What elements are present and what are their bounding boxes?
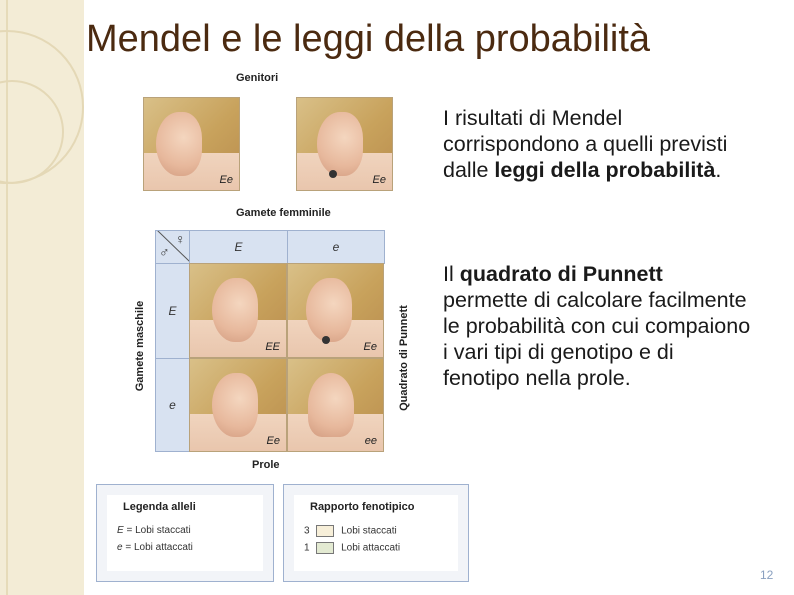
ratio-meaning: Lobi staccati (341, 525, 397, 537)
parents-label: Genitori (236, 72, 279, 84)
offspring-ear-image (189, 263, 287, 358)
paragraph-text: Il (443, 262, 460, 286)
column-header: E (189, 230, 288, 264)
parent-genotype: Ee (372, 174, 386, 186)
parent-ear-image (143, 97, 240, 191)
allele-legend-title: Legenda alleli (123, 501, 196, 513)
emphasis-text: leggi della probabilità (494, 158, 716, 182)
paragraph-text: . (715, 158, 722, 182)
punnett-corner-cell (155, 230, 190, 264)
earring-icon (322, 336, 330, 344)
ear-lobe-shape (306, 278, 352, 342)
ear-lobe-shape (308, 373, 354, 437)
row-header: e (155, 358, 190, 452)
male-symbol-icon: ♂ (159, 244, 170, 260)
allele-meaning: Lobi attaccati (133, 542, 193, 553)
phenotype-ratio-legend (283, 484, 469, 582)
row-header: E (155, 263, 190, 359)
offspring-genotype: EE (265, 341, 280, 353)
allele-legend-row (117, 525, 191, 536)
allele-symbol: E (117, 525, 124, 536)
offspring-genotype: ee (364, 435, 377, 447)
ratio-count: 1 (304, 542, 310, 554)
swatch-icon (316, 525, 334, 537)
ear-lobe-shape (212, 373, 258, 437)
offspring-genotype: Ee (266, 435, 280, 447)
slide-title: Mendel e le leggi della probabilità (86, 18, 651, 60)
offspring-ear-image-attached (287, 358, 384, 452)
ratio-meaning: Lobi attaccati (341, 542, 401, 554)
phenotype-ratio-box (294, 495, 458, 571)
offspring-ear-image (189, 358, 287, 452)
page-number: 12 (760, 568, 774, 582)
allele-symbol: e (117, 542, 123, 553)
ear-lobe-shape (156, 112, 202, 176)
phenotype-ratio-title: Rapporto fenotipico (310, 501, 415, 513)
equals-sign: = (125, 542, 132, 553)
paragraph-text: permette di calcolare facilmente le probabilità con cui compaiono i vari tipi di genotipo e di fenotipo nella prole. (443, 288, 751, 390)
allele-legend-box (107, 495, 263, 571)
parent-ear-image-pierced (296, 97, 393, 191)
ratio-count: 3 (304, 525, 310, 537)
male-gametes-label: Gamete maschile (134, 300, 146, 392)
punnett-label: Quadrato di Punnett (398, 305, 410, 411)
offspring-ear-image-pierced (287, 263, 384, 358)
phenotype-ratio-row (304, 525, 397, 537)
female-gametes-label: Gamete femminile (236, 207, 331, 219)
ear-lobe-shape (317, 112, 363, 176)
phenotype-ratio-row (304, 542, 400, 554)
decorative-side-band (0, 0, 84, 595)
column-header: e (287, 230, 385, 264)
swatch-icon (316, 542, 334, 554)
equals-sign: = (126, 525, 133, 536)
allele-legend-row (117, 542, 193, 553)
earring-icon (329, 170, 337, 178)
offspring-genotype: Ee (363, 341, 377, 353)
allele-legend (96, 484, 274, 582)
female-symbol-icon: ♀ (175, 231, 186, 247)
allele-meaning: Lobi staccati (135, 525, 191, 536)
paragraph-punnett (443, 261, 753, 391)
ear-lobe-shape (212, 278, 258, 342)
parent-genotype: Ee (219, 174, 233, 186)
paragraph-text: I risultati di Mendel corrispondono a quelli previsti dalle (443, 106, 728, 182)
emphasis-text: quadrato di Punnett (459, 262, 663, 286)
offspring-label: Prole (252, 459, 280, 471)
paragraph-results (443, 105, 753, 183)
